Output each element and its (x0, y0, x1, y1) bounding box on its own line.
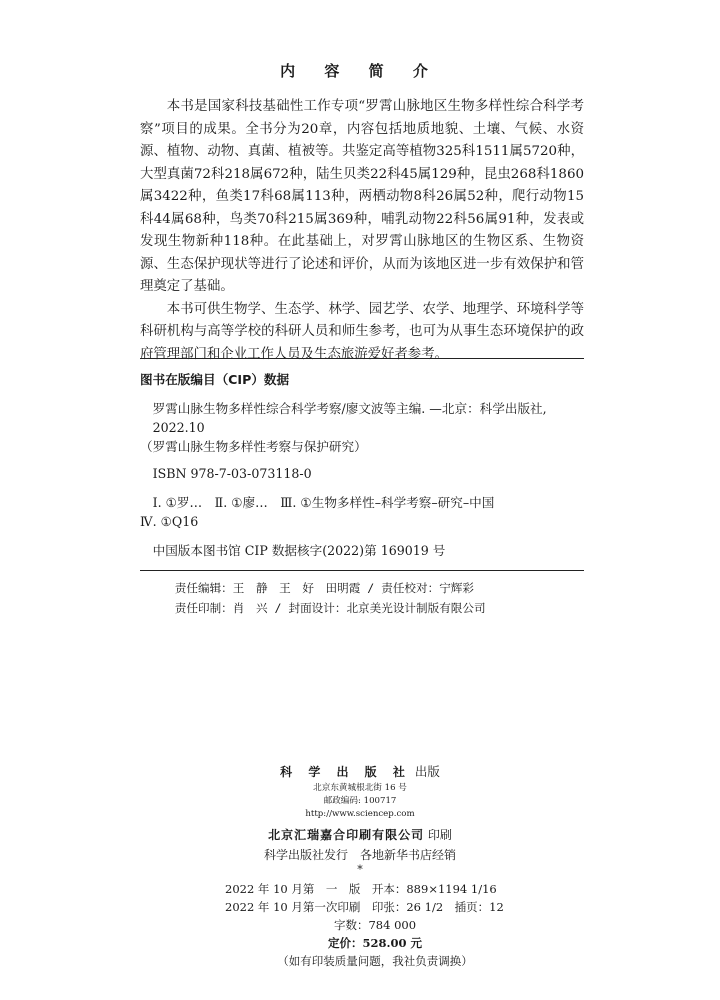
edition-line: 2022 年 10 月第 一 版 开本：889×1194 1/16 (225, 882, 497, 896)
quality-note: （如有印装质量问题，我社负责调换） (277, 954, 473, 968)
printing-line: 2022 年 10 月第一次印刷 印张：26 1/2 插页：12 (225, 900, 504, 914)
summary-text (140, 96, 584, 366)
cip-classification: Ⅰ. ①罗… Ⅱ. ①廖… Ⅲ. ①生物多样性–科学考察–研究–中国 (152, 495, 495, 510)
credits-editors: 责任编辑：王 静 王 好 田明霞 / 责任校对：宁辉彩 (174, 581, 474, 595)
cip-block (140, 370, 584, 560)
top-divider (140, 358, 584, 359)
publisher-logo-text: 科 学 出 版 社 (280, 765, 411, 779)
print-specs (225, 880, 525, 970)
cip-classification-2: Ⅳ. ①Q16 (140, 514, 199, 529)
publisher-suffix: 出版 (414, 764, 440, 779)
publisher-url[interactable]: http://www.sciencep.com (305, 809, 415, 819)
word-count: 字数：784 000 (333, 918, 417, 932)
cip-isbn: ISBN 978-7-03-073118-0 (152, 466, 312, 481)
credits-block (140, 578, 584, 618)
publisher-postcode: 邮政编码: 100717 (323, 796, 397, 806)
publisher-line (0, 762, 720, 780)
cip-heading: 图书在版编目（CIP）数据 (140, 372, 290, 387)
printer-line (0, 826, 720, 843)
middle-divider (140, 570, 584, 571)
credits-production: 责任印制：肖 兴 / 封面设计：北京美光设计制版有限公司 (174, 601, 486, 615)
cip-series: （罗霄山脉生物多样性考察与保护研究） (140, 439, 367, 454)
price: 定价：528.00 元 (327, 936, 422, 950)
summary-paragraph-1: 本书是国家科技基础性工作专项“罗霄山脉地区生物多样性综合科学考察”项目的成果。全书分为20章，内容包括地质地貌、土壤、气候、水资源、植物、动物、真菌、植被等。共鉴定高等植物325科1511属5720种，大型真菌72科218属672种，陆生贝类22科45属129种，昆虫268科1860属3422种，鱼类17科68属113种，两栖动物8科26属52种，爬行动物15科44属68种，鸟类70科215属369种，哺乳动物22科56属91种，发表或发现生物新种118种。在此基础上，对罗霄山脉地区的生物区系、生物资源、生态保护现状等进行了论述和评价，从而为该地区进一步有效保护和管理奠定了基础。 (140, 99, 584, 294)
printer-name: 北京汇瑞嘉合印刷有限公司 (268, 828, 425, 842)
cip-number: 中国版本图书馆 CIP 数据核字(2022)第 169019 号 (152, 543, 446, 558)
cip-entry: 罗霄山脉生物多样性综合科学考察/廖文波等主编. —北京：科学出版社, 2022.10 (152, 401, 547, 435)
separator-star: * (357, 863, 363, 876)
distribution-line: 科学出版社发行 各地新华书店经销 (263, 848, 456, 862)
summary-paragraph-2: 本书可供生物学、生态学、林学、园艺学、农学、地理学、环境科学等科研机构与高等学校的科研人员和师生参考，也可为从事生态环境保护的政府管理部门和企业工作人员及生态旅游爱好者参考。 (140, 301, 584, 362)
publisher-address: 北京东黄城根北街 16 号 (313, 783, 407, 793)
page-title: 内 容 简 介 (280, 62, 440, 80)
printer-suffix: 印刷 (427, 828, 452, 842)
